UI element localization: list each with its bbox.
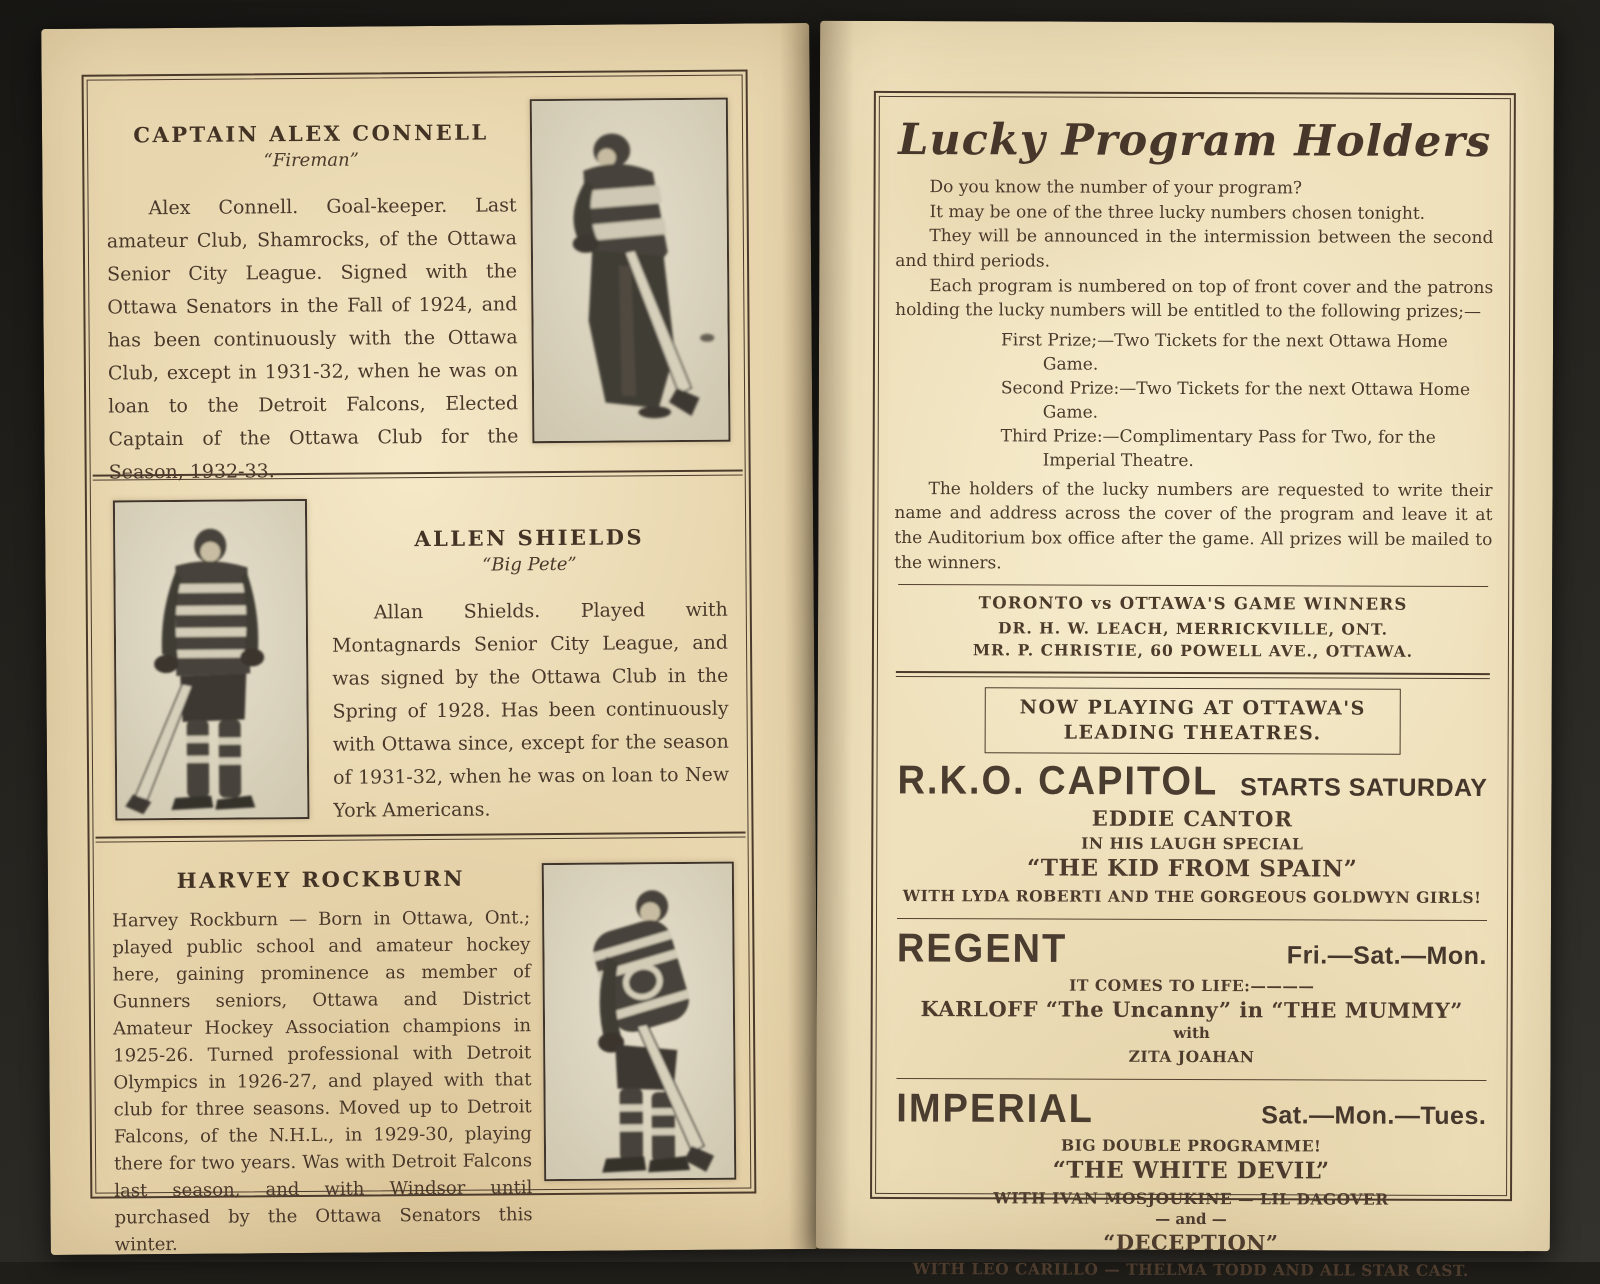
theatre-capitol	[893, 759, 1492, 911]
player-photo-connell-image	[530, 98, 731, 444]
player-photo-shields-image	[113, 499, 310, 821]
game-winner-name: DR. H. W. LEACH, MERRICKVILLE, ONT.	[998, 618, 1389, 639]
theatre-with: with	[1173, 1023, 1210, 1042]
player-section-rockburn	[96, 838, 749, 1259]
player-rockburn-text	[112, 861, 533, 1258]
theatre-name: R.K.O. CAPITOL	[897, 757, 1219, 804]
theatre-tagline: BIG DOUBLE PROGRAMME!	[1061, 1135, 1322, 1156]
theatre-film-title: “DECEPTION”	[1103, 1229, 1279, 1255]
player-shields-text	[307, 492, 736, 829]
player-bio: Allan Shields. Played with Montagnards Senior City League, and was signed by the Ottawa Club in the Spring of 1928. Has been continuously with Ottawa since, except for the season of 1931-32, when he was on loan to New York Americans.	[331, 598, 730, 823]
lucky-paragraph: They will be announced in the intermission between the second and third periods.	[895, 226, 1494, 272]
page-left	[41, 23, 819, 1255]
game-winner-name: MR. P. CHRISTIE, 60 POWELL AVE., OTTAWA.	[972, 640, 1414, 661]
rule	[898, 584, 1488, 587]
player-name: HARVEY ROCKBURN	[176, 865, 466, 893]
player-nickname: “Big Pete”	[482, 553, 577, 576]
lucky-paragraph: Do you know the number of your program?	[929, 177, 1303, 199]
theatre-and-separator: — and —	[1155, 1209, 1227, 1228]
player-connell-text	[106, 99, 519, 490]
player-name: ALLEN SHIELDS	[414, 524, 645, 552]
player-photo-rockburn-image	[542, 862, 736, 1181]
theatre-cast: WITH LYDA ROBERTI AND THE GORGEOUS GOLDWYN GIRLS!	[902, 885, 1482, 907]
theatre-tagline: IN HIS LAUGH SPECIAL	[1081, 833, 1304, 853]
theatre-header	[895, 925, 1489, 974]
theatre-film-title: “THE KID FROM SPAIN”	[1026, 853, 1358, 883]
player-bio: Alex Connell. Goal-keeper. Last amateur Club, Shamrocks, of the Ottawa Senior City League. Signed with the Ottawa Senators in the Fall of 1924, and has been continuously with the Ottawa Club, except in 1931-32, when he was on loan to the Detroit Falcons, Elected Captain of the Ottawa Club for the Season, 1932-33.	[106, 194, 519, 484]
player-section-shields	[93, 476, 746, 837]
rule	[896, 1078, 1486, 1081]
player-nickname: “Fireman”	[263, 149, 359, 172]
prize-item: Third Prize:—Complimentary Pass for Two, for the Imperial Theatre.	[1000, 426, 1436, 472]
game-winners	[894, 593, 1492, 663]
player-section-connell	[90, 78, 743, 484]
now-playing-line: LEADING THEATRES.	[1063, 721, 1322, 745]
player-bio: Harvey Rockburn — Born in Ottawa, Ont.; played public school and amateur hockey here, gaining prominence as member of Gunners seniors, Ottawa and District Amateur Hockey Association champions in 1925-26. Turned professional with Detroit Olympics in 1926-27, and played with that club for three seasons. Moved up to Detroit Falcons, of the N.H.L., in 1929-30, playing there for two years. Was with Detroit Falcons last season, and with Windsor until purchased by the Ottawa Senators this winter.	[112, 907, 533, 1256]
lucky-paragraph: It may be one of the three lucky numbers chosen tonight.	[929, 201, 1426, 224]
theatre-imperial	[892, 1087, 1491, 1284]
theatre-header	[895, 757, 1489, 806]
prize-list	[895, 328, 1494, 475]
theatre-cast: WITH LEO CARILLO — THELMA TODD AND ALL STAR CAST.	[912, 1258, 1469, 1280]
lucky-program-title: Lucky Program Holders	[898, 114, 1492, 168]
theatre-name: IMPERIAL	[896, 1085, 1094, 1132]
theatre-schedule: Sat.—Mon.—Tues.	[1261, 1100, 1487, 1130]
lucky-closing-paragraph: The holders of the lucky numbers are requested to write their name and address across the cover of the program and leave it at the Auditorium box office after the game. All prizes will be mailed to the winners.	[894, 478, 1493, 573]
page-right-frame	[870, 91, 1516, 1280]
prize-item: Second Prize:—Two Tickets for the next Ottawa Home Game.	[1000, 378, 1471, 423]
rule	[896, 671, 1490, 679]
theatre-header	[894, 1085, 1488, 1134]
theatre-name: REGENT	[896, 925, 1068, 972]
now-playing-line: NOW PLAYING AT OTTAWA'S	[1019, 696, 1366, 720]
theatre-schedule: Fri.—Sat.—Mon.	[1286, 940, 1487, 970]
theatre-cast: WITH IVAN MOSJOUKINE — LIL DAGOVER	[993, 1187, 1389, 1209]
game-winners-title: TORONTO vs OTTAWA'S GAME WINNERS	[978, 593, 1408, 614]
player-name: CAPTAIN ALEX CONNELL	[133, 119, 489, 148]
theatre-film-title: KARLOFF “The Uncanny” in “THE MUMMY”	[920, 995, 1463, 1023]
rule	[897, 918, 1487, 921]
theatre-star: EDDIE CANTOR	[1091, 805, 1293, 831]
theatre-tagline: IT COMES TO LIFE:————	[1069, 975, 1315, 995]
now-playing-box	[984, 687, 1401, 754]
page-right	[816, 21, 1554, 1280]
theatre-schedule: STARTS SATURDAY	[1240, 772, 1488, 802]
theatre-cast: ZITA JOAHAN	[1128, 1046, 1255, 1066]
theatre-regent	[892, 927, 1490, 1071]
theatre-film-title: “THE WHITE DEVIL”	[1052, 1156, 1330, 1185]
prize-item: First Prize;—Two Tickets for the next Ottawa Home Game.	[1000, 330, 1448, 375]
lucky-paragraph: Each program is numbered on top of front cover and the patrons holding the lucky numbers will be entitled to the following prizes;—	[895, 275, 1494, 323]
page-left-frame	[82, 69, 757, 1256]
